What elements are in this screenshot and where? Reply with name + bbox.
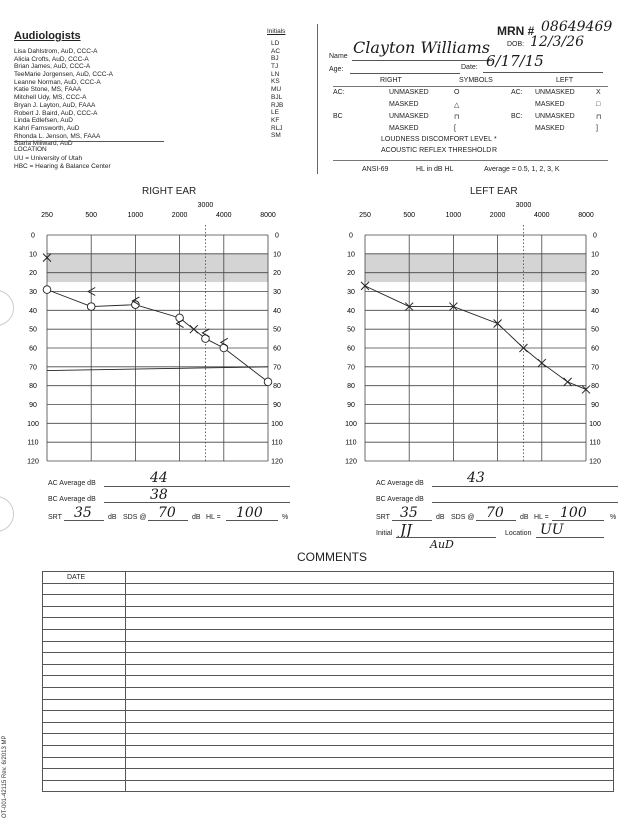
ac-right-mark bbox=[264, 378, 272, 386]
comment-text-cell bbox=[126, 745, 614, 757]
header-divider bbox=[317, 24, 318, 174]
comment-date-cell bbox=[43, 699, 126, 711]
left-srt-label: SRT bbox=[376, 514, 390, 521]
audiologists-title: Audiologists bbox=[14, 30, 81, 42]
left-hl-line bbox=[552, 520, 604, 521]
audiologist-row bbox=[14, 132, 304, 148]
comment-row bbox=[43, 595, 614, 607]
audiologist-initials: LN bbox=[271, 70, 280, 78]
y-tick-label: 50 bbox=[347, 326, 355, 334]
location-title: LOCATION bbox=[14, 146, 47, 153]
audiologist-name: Brian James, AuD, CCC-A bbox=[14, 63, 91, 71]
legend-left-masking: UNMASKED bbox=[535, 89, 575, 96]
legend-right-symbol: ⊓ bbox=[454, 114, 460, 121]
initial-line bbox=[396, 537, 496, 538]
date-label: Date: bbox=[461, 64, 478, 71]
audiologist-name: Starla Millward, AuD bbox=[14, 140, 73, 148]
comment-date-cell bbox=[43, 664, 126, 676]
binder-hole bbox=[0, 496, 14, 532]
name-underline bbox=[352, 60, 492, 61]
comment-date-cell bbox=[43, 583, 126, 595]
y-tick-label: 30 bbox=[347, 289, 355, 296]
audiologist-initials: RJB bbox=[271, 101, 284, 109]
right-db-label: dB bbox=[108, 514, 117, 521]
audiologist-initials: RLJ bbox=[271, 124, 283, 132]
comment-row bbox=[43, 769, 614, 781]
ldl-label: LOUDNESS DISCOMFORT LEVEL bbox=[381, 136, 492, 143]
comment-text-cell bbox=[126, 595, 614, 607]
audiologist-name: Leanne Norman, AuD, CCC-A bbox=[14, 78, 101, 86]
legend-right-type: BC bbox=[333, 113, 343, 120]
comment-date-cell bbox=[43, 606, 126, 618]
left-ear-audiogram bbox=[318, 196, 636, 471]
y-tick-label: 30 bbox=[29, 289, 37, 296]
y-tick-label: 50 bbox=[29, 326, 37, 334]
y-tick-label: 90 bbox=[29, 402, 37, 409]
y-tick-label: 40 bbox=[347, 307, 355, 315]
comment-date-cell bbox=[43, 641, 126, 653]
legend-left-symbol: ⊓ bbox=[596, 114, 602, 121]
initial-signature-sub: AuD bbox=[430, 538, 454, 551]
date-header: DATE bbox=[43, 572, 126, 584]
right-hl-label: HL = bbox=[206, 514, 221, 521]
right-sds-label: SDS @ bbox=[123, 514, 147, 521]
x-tick-label: 2000 bbox=[489, 212, 506, 219]
right-hl-line bbox=[226, 520, 278, 521]
comment-row bbox=[43, 676, 614, 688]
left-ac-average-value: 43 bbox=[467, 470, 485, 486]
legend-right-symbol: O bbox=[454, 89, 460, 96]
comment-date-cell bbox=[43, 734, 126, 746]
y-tick-label: 60 bbox=[273, 345, 281, 353]
comment-row bbox=[43, 757, 614, 769]
location-value: UU bbox=[540, 522, 564, 538]
legend-left-masking: MASKED bbox=[535, 125, 565, 132]
audiologist-name: TeeMarie Jorgensen, AuD, CCC-A bbox=[14, 71, 113, 79]
x-tick-label: 4000 bbox=[216, 212, 232, 219]
legend-left-symbol: □ bbox=[596, 101, 601, 108]
comment-text-cell bbox=[126, 572, 614, 584]
legend-right-masking: MASKED bbox=[389, 125, 419, 132]
y-tick-label: 0 bbox=[31, 232, 35, 240]
comment-row bbox=[43, 780, 614, 792]
comment-date-cell bbox=[43, 745, 126, 757]
x-tick-label: 1000 bbox=[445, 212, 462, 219]
y-tick-label: 120 bbox=[271, 458, 283, 466]
ac-right-mark bbox=[87, 303, 95, 311]
y-tick-label: 10 bbox=[591, 251, 599, 259]
comment-date-cell bbox=[43, 769, 126, 781]
y-tick-label: 90 bbox=[591, 402, 599, 409]
y-tick-label: 100 bbox=[589, 420, 601, 428]
mrn-value: 08649469 bbox=[541, 19, 613, 35]
comment-date-cell bbox=[43, 653, 126, 665]
y-tick-label: 70 bbox=[29, 364, 37, 372]
comment-date-cell bbox=[43, 618, 126, 630]
audiologist-initials: BJL bbox=[271, 93, 283, 101]
y-tick-label: 110 bbox=[589, 439, 601, 447]
left-sds-value: 70 bbox=[486, 505, 504, 521]
comment-text-cell bbox=[126, 687, 614, 699]
comment-row bbox=[43, 711, 614, 723]
ansi-label: ANSI-69 bbox=[362, 166, 389, 173]
y-tick-label: 100 bbox=[345, 420, 357, 428]
comment-text-cell bbox=[126, 780, 614, 792]
initials-header: Initials bbox=[267, 28, 286, 35]
left-ear-title: LEFT EAR bbox=[470, 186, 518, 197]
comment-row bbox=[43, 618, 614, 630]
legend-row bbox=[333, 100, 623, 112]
comment-date-cell bbox=[43, 595, 126, 607]
comment-row bbox=[43, 629, 614, 641]
comment-date-cell bbox=[43, 711, 126, 723]
comment-row bbox=[43, 722, 614, 734]
y-tick-label: 100 bbox=[27, 420, 39, 428]
comment-row bbox=[43, 653, 614, 665]
legend-divider bbox=[333, 86, 608, 87]
legend-right-masking: MASKED bbox=[389, 101, 419, 108]
comment-text-cell bbox=[126, 629, 614, 641]
form-number: OT-001-42115 Rev. 6/2013 MP bbox=[2, 735, 8, 818]
legend-right-symbol: [ bbox=[454, 125, 456, 132]
legend-right-masking: UNMASKED bbox=[389, 89, 429, 96]
ac-left-mark bbox=[564, 378, 572, 386]
audiologist-initials: AC bbox=[271, 47, 281, 55]
location-line bbox=[536, 537, 604, 538]
legend-left-masking: UNMASKED bbox=[535, 113, 575, 120]
audiologist-initials: KF bbox=[271, 116, 280, 124]
y-tick-label: 60 bbox=[29, 345, 37, 353]
y-tick-label: 30 bbox=[273, 289, 281, 296]
date-underline bbox=[483, 72, 603, 73]
y-tick-label: 60 bbox=[591, 345, 599, 353]
legend-left-symbol: ] bbox=[596, 125, 598, 132]
right-srt-line bbox=[64, 520, 104, 521]
y-tick-label: 10 bbox=[273, 251, 281, 259]
y-tick-label: 90 bbox=[347, 402, 355, 409]
y-tick-label: 40 bbox=[273, 307, 281, 315]
right-bc-average-value: 38 bbox=[150, 487, 168, 503]
patient-name: Clayton Williams bbox=[353, 38, 490, 57]
y-tick-label: 80 bbox=[273, 383, 281, 391]
comment-text-cell bbox=[126, 757, 614, 769]
audiologist-name: Alicia Crofts, AuD, CCC-A bbox=[14, 55, 89, 63]
x-tick-label: 8000 bbox=[260, 212, 276, 219]
right-ear-audiogram bbox=[0, 196, 318, 471]
y-tick-label: 20 bbox=[347, 270, 355, 278]
left-ac-average-label: AC Average dB bbox=[376, 480, 424, 487]
comment-date-cell bbox=[43, 687, 126, 699]
series-line bbox=[47, 367, 268, 371]
y-tick-label: 40 bbox=[591, 307, 599, 315]
y-tick-label: 20 bbox=[273, 270, 281, 278]
audiologist-name: Lisa Dahlstrom, AuD, CCC-A bbox=[14, 48, 98, 55]
location-line-hbc: HBC = Hearing & Balance Center bbox=[14, 163, 111, 170]
hl-note: HL in dB HL bbox=[416, 166, 454, 173]
legend-left-type: BC: bbox=[511, 113, 523, 120]
x-tick-label: 500 bbox=[403, 212, 416, 219]
right-sds-value: 70 bbox=[158, 505, 176, 521]
comment-text-cell bbox=[126, 769, 614, 781]
comment-text-cell bbox=[126, 653, 614, 665]
audiologist-initials: LE bbox=[271, 109, 279, 117]
comment-date-cell bbox=[43, 780, 126, 792]
y-tick-label: 20 bbox=[29, 270, 37, 278]
right-sds-line bbox=[148, 520, 188, 521]
legend-left-symbol: X bbox=[596, 89, 601, 96]
dob-value: 12/3/26 bbox=[530, 34, 584, 50]
audiologist-initials: KS bbox=[271, 78, 280, 86]
comment-row bbox=[43, 664, 614, 676]
left-pct-label: % bbox=[610, 514, 617, 521]
right-db2-label: dB bbox=[192, 514, 201, 521]
audiologist-initials: SM bbox=[271, 132, 281, 140]
y-tick-label: 30 bbox=[591, 289, 599, 296]
legend-right-header: RIGHT bbox=[380, 77, 402, 84]
audiologist-name: Robert J. Baird, AuD, CCC-A bbox=[14, 109, 98, 117]
y-tick-label: 50 bbox=[273, 326, 281, 334]
y-tick-label: 70 bbox=[347, 364, 355, 372]
x-tick-label: 250 bbox=[359, 212, 371, 219]
left-ac-average-line bbox=[432, 486, 618, 487]
comment-text-cell bbox=[126, 583, 614, 595]
y-tick-label: 120 bbox=[345, 458, 357, 466]
legend-divider-bottom bbox=[333, 160, 608, 161]
y-tick-label: 60 bbox=[347, 345, 355, 353]
y-tick-label: 110 bbox=[345, 439, 357, 447]
comments-header-row bbox=[43, 572, 614, 584]
audiologist-name: Linda Edlefsen, AuD bbox=[14, 117, 73, 125]
x-tick-label: 1000 bbox=[127, 212, 144, 219]
right-ear-title: RIGHT EAR bbox=[142, 186, 197, 197]
normal-range-band bbox=[365, 254, 586, 282]
y-tick-label: 80 bbox=[591, 383, 599, 391]
symbol-legend bbox=[333, 88, 623, 136]
x-tick-label: 8000 bbox=[578, 212, 594, 219]
location-line-uu: UU = University of Utah bbox=[14, 155, 83, 162]
y-tick-label: 0 bbox=[349, 232, 353, 240]
dob-label: DOB: bbox=[507, 41, 525, 48]
y-tick-label: 80 bbox=[347, 383, 355, 391]
ac-right-mark bbox=[43, 286, 51, 294]
y-tick-label: 10 bbox=[29, 251, 37, 259]
comment-row bbox=[43, 734, 614, 746]
y-tick-label: 10 bbox=[347, 251, 355, 259]
comment-text-cell bbox=[126, 641, 614, 653]
legend-right-symbol: △ bbox=[454, 102, 460, 109]
x-tick-label: 250 bbox=[41, 212, 53, 219]
series-line bbox=[365, 286, 586, 390]
left-sds-line bbox=[476, 520, 516, 521]
left-sds-label: SDS @ bbox=[451, 514, 475, 521]
right-ac-average-line bbox=[104, 486, 290, 487]
ldl-symbol: * bbox=[494, 136, 497, 143]
comment-date-cell bbox=[43, 722, 126, 734]
y-tick-label: 80 bbox=[29, 383, 37, 391]
right-pct-label: % bbox=[282, 514, 289, 521]
x-tick-label: 2000 bbox=[171, 212, 188, 219]
x-tick-label: 4000 bbox=[534, 212, 550, 219]
legend-left-type: AC: bbox=[511, 89, 523, 96]
y-tick-label: 0 bbox=[593, 232, 597, 240]
audiologist-list bbox=[14, 40, 304, 148]
left-db-label: dB bbox=[436, 514, 445, 521]
audiologist-initials: TJ bbox=[271, 63, 279, 71]
comment-text-cell bbox=[126, 711, 614, 723]
right-srt-label: SRT bbox=[48, 514, 62, 521]
normal-range-band bbox=[47, 254, 268, 282]
name-label: Name bbox=[329, 53, 348, 60]
y-tick-label: 110 bbox=[271, 439, 283, 447]
art-symbol: R bbox=[492, 147, 498, 154]
audiologist-name: Kahri Farnsworth, AuD bbox=[14, 124, 80, 132]
comment-row bbox=[43, 583, 614, 595]
legend-row bbox=[333, 124, 623, 136]
right-ac-average-label: AC Average dB bbox=[48, 480, 96, 487]
legend-symbols-header: SYMBOLS bbox=[459, 77, 493, 84]
audiologist-initials: MU bbox=[271, 86, 282, 94]
mrn-label: MRN # bbox=[497, 24, 535, 38]
left-db2-label: dB bbox=[520, 514, 529, 521]
comments-table bbox=[42, 571, 614, 792]
audiologist-name: Rhonda L. Jenson, MS, FAAA bbox=[14, 132, 101, 140]
y-tick-label: 20 bbox=[591, 270, 599, 278]
left-bc-average-line bbox=[432, 502, 618, 503]
comment-row bbox=[43, 687, 614, 699]
comment-date-cell bbox=[43, 757, 126, 769]
initial-label: Initial bbox=[376, 530, 393, 537]
y-tick-label: 0 bbox=[275, 232, 279, 240]
x-mid-label: 3000 bbox=[197, 202, 214, 209]
right-srt-value: 35 bbox=[74, 505, 92, 521]
comment-row bbox=[43, 699, 614, 711]
legend-row bbox=[333, 112, 623, 124]
comment-date-cell bbox=[43, 676, 126, 688]
average-note: Average = 0.5, 1, 2, 3, K bbox=[484, 166, 560, 173]
audiologist-initials: LD bbox=[271, 40, 280, 47]
comment-text-cell bbox=[126, 676, 614, 688]
left-hl-label: HL = bbox=[534, 514, 549, 521]
legend-right-type: AC: bbox=[333, 89, 345, 96]
age-underline bbox=[350, 73, 460, 74]
legend-right-masking: UNMASKED bbox=[389, 113, 429, 120]
comments-title: COMMENTS bbox=[297, 550, 367, 564]
comment-text-cell bbox=[126, 664, 614, 676]
right-bc-average-label: BC Average dB bbox=[48, 496, 96, 503]
date-value: 6/17/15 bbox=[486, 52, 544, 70]
right-bc-average-line bbox=[104, 502, 290, 503]
left-hl-value: 100 bbox=[560, 505, 587, 521]
y-tick-label: 110 bbox=[27, 439, 39, 447]
audiologist-name: Mitchell Udy, MS, CCC-A bbox=[14, 94, 87, 102]
legend-left-header: LEFT bbox=[556, 77, 574, 84]
comment-text-cell bbox=[126, 618, 614, 630]
right-hl-value: 100 bbox=[236, 505, 263, 521]
audiologist-name: Bryan J. Layton, AuD, FAAA bbox=[14, 101, 96, 109]
y-tick-label: 100 bbox=[271, 420, 283, 428]
initial-signature: JJ bbox=[400, 521, 413, 539]
y-tick-label: 70 bbox=[273, 364, 281, 372]
art-label: ACOUSTIC REFLEX THRESHOLD bbox=[381, 147, 492, 154]
series-line bbox=[47, 290, 268, 382]
comment-text-cell bbox=[126, 722, 614, 734]
x-tick-label: 500 bbox=[85, 212, 98, 219]
y-tick-label: 70 bbox=[591, 364, 599, 372]
y-tick-label: 120 bbox=[589, 458, 601, 466]
x-mid-label: 3000 bbox=[515, 202, 532, 209]
y-tick-label: 120 bbox=[27, 458, 39, 466]
y-tick-label: 50 bbox=[591, 326, 599, 334]
divider bbox=[14, 141, 164, 142]
comment-text-cell bbox=[126, 606, 614, 618]
location-label: Location bbox=[505, 530, 532, 537]
left-srt-value: 35 bbox=[400, 505, 418, 521]
y-tick-label: 40 bbox=[29, 307, 37, 315]
comment-row bbox=[43, 745, 614, 757]
y-tick-label: 90 bbox=[273, 402, 281, 409]
audiologist-initials: BJ bbox=[271, 55, 279, 63]
audiologist-name: Katie Stone, MS, FAAA bbox=[14, 86, 82, 94]
comment-row bbox=[43, 606, 614, 618]
age-label: Age: bbox=[329, 66, 344, 73]
comment-text-cell bbox=[126, 699, 614, 711]
legend-row bbox=[333, 88, 623, 100]
right-ac-average-value: 44 bbox=[150, 470, 168, 486]
comment-row bbox=[43, 641, 614, 653]
comment-text-cell bbox=[126, 734, 614, 746]
comment-date-cell bbox=[43, 629, 126, 641]
left-bc-average-label: BC Average dB bbox=[376, 496, 424, 503]
legend-left-masking: MASKED bbox=[535, 101, 565, 108]
